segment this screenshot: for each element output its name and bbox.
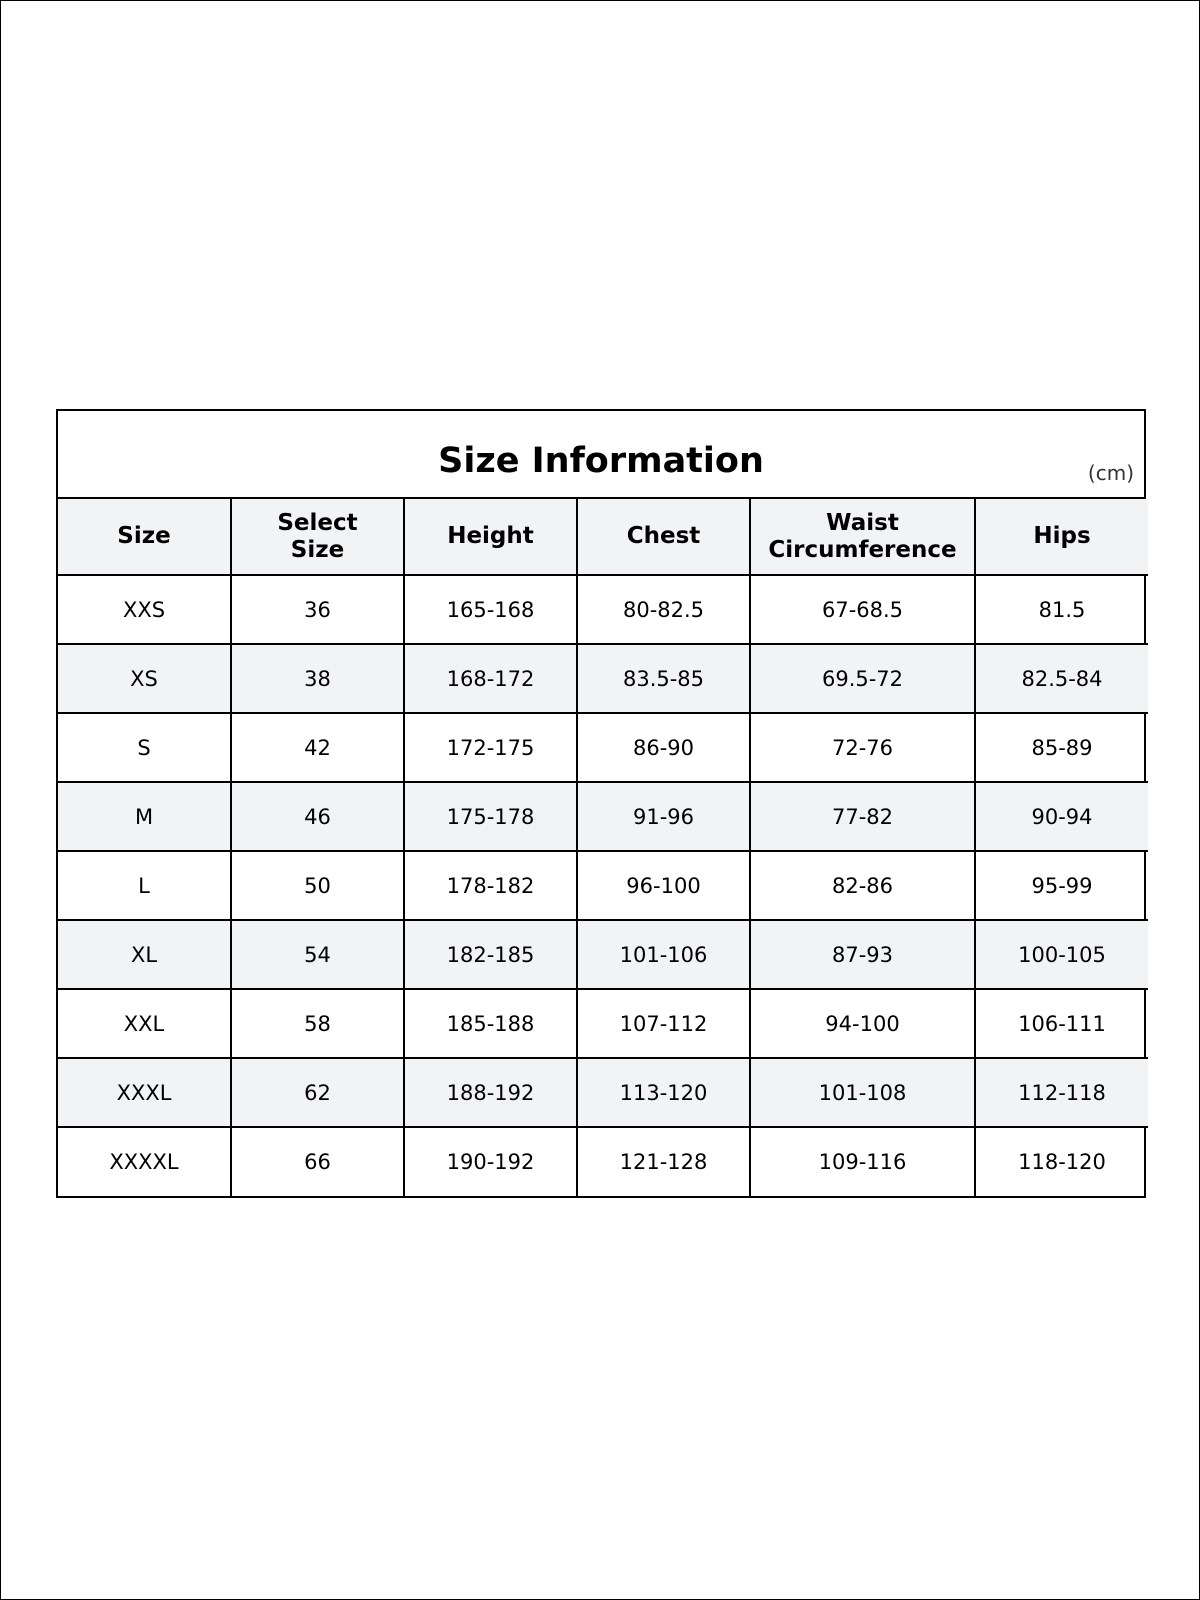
cell-chest: 83.5-85 xyxy=(577,644,750,713)
size-table xyxy=(58,499,1148,1196)
table-row xyxy=(58,644,1148,713)
cell-waist: 67-68.5 xyxy=(750,575,975,644)
cell-waist: 94-100 xyxy=(750,989,975,1058)
cell-size: XXXL xyxy=(58,1058,231,1127)
chart-title: Size Information xyxy=(438,441,764,481)
cell-height: 178-182 xyxy=(404,851,577,920)
header-size: Size xyxy=(58,499,231,575)
header-chest: Chest xyxy=(577,499,750,575)
table-row xyxy=(58,575,1148,644)
cell-chest: 101-106 xyxy=(577,920,750,989)
cell-chest: 107-112 xyxy=(577,989,750,1058)
header-row xyxy=(58,499,1148,575)
cell-waist: 109-116 xyxy=(750,1127,975,1196)
header-hips: Hips xyxy=(975,499,1148,575)
size-chart xyxy=(56,409,1146,1198)
cell-chest: 80-82.5 xyxy=(577,575,750,644)
cell-waist: 72-76 xyxy=(750,713,975,782)
cell-chest: 96-100 xyxy=(577,851,750,920)
table-row xyxy=(58,782,1148,851)
cell-height: 175-178 xyxy=(404,782,577,851)
cell-hips: 90-94 xyxy=(975,782,1148,851)
cell-select-size: 46 xyxy=(231,782,404,851)
cell-size: M xyxy=(58,782,231,851)
cell-chest: 91-96 xyxy=(577,782,750,851)
cell-size: L xyxy=(58,851,231,920)
unit-label: (cm) xyxy=(1087,461,1134,485)
cell-select-size: 42 xyxy=(231,713,404,782)
cell-size: XS xyxy=(58,644,231,713)
cell-select-size: 50 xyxy=(231,851,404,920)
table-row xyxy=(58,1127,1148,1196)
cell-size: XL xyxy=(58,920,231,989)
header-waist xyxy=(750,499,975,575)
header-select-size-label: Select Size xyxy=(277,509,358,563)
cell-select-size: 62 xyxy=(231,1058,404,1127)
cell-hips: 81.5 xyxy=(975,575,1148,644)
header-select-size xyxy=(231,499,404,575)
table-row xyxy=(58,1058,1148,1127)
table-row xyxy=(58,920,1148,989)
cell-chest: 121-128 xyxy=(577,1127,750,1196)
cell-hips: 112-118 xyxy=(975,1058,1148,1127)
cell-hips: 95-99 xyxy=(975,851,1148,920)
cell-chest: 113-120 xyxy=(577,1058,750,1127)
cell-hips: 100-105 xyxy=(975,920,1148,989)
cell-select-size: 58 xyxy=(231,989,404,1058)
table-row xyxy=(58,989,1148,1058)
cell-height: 172-175 xyxy=(404,713,577,782)
table-row xyxy=(58,713,1148,782)
cell-select-size: 38 xyxy=(231,644,404,713)
cell-height: 190-192 xyxy=(404,1127,577,1196)
cell-height: 168-172 xyxy=(404,644,577,713)
cell-waist: 82-86 xyxy=(750,851,975,920)
cell-size: XXS xyxy=(58,575,231,644)
cell-select-size: 66 xyxy=(231,1127,404,1196)
cell-height: 165-168 xyxy=(404,575,577,644)
cell-select-size: 36 xyxy=(231,575,404,644)
cell-hips: 82.5-84 xyxy=(975,644,1148,713)
cell-select-size: 54 xyxy=(231,920,404,989)
cell-size: XXXXL xyxy=(58,1127,231,1196)
cell-waist: 77-82 xyxy=(750,782,975,851)
cell-hips: 106-111 xyxy=(975,989,1148,1058)
title-bar xyxy=(58,411,1144,499)
cell-chest: 86-90 xyxy=(577,713,750,782)
table-body xyxy=(58,575,1148,1196)
cell-hips: 118-120 xyxy=(975,1127,1148,1196)
cell-height: 188-192 xyxy=(404,1058,577,1127)
cell-waist: 69.5-72 xyxy=(750,644,975,713)
cell-height: 185-188 xyxy=(404,989,577,1058)
cell-waist: 87-93 xyxy=(750,920,975,989)
cell-waist: 101-108 xyxy=(750,1058,975,1127)
cell-size: S xyxy=(58,713,231,782)
header-waist-label: Waist Circumference xyxy=(768,509,957,563)
cell-size: XXL xyxy=(58,989,231,1058)
cell-hips: 85-89 xyxy=(975,713,1148,782)
table-row xyxy=(58,851,1148,920)
cell-height: 182-185 xyxy=(404,920,577,989)
header-height: Height xyxy=(404,499,577,575)
